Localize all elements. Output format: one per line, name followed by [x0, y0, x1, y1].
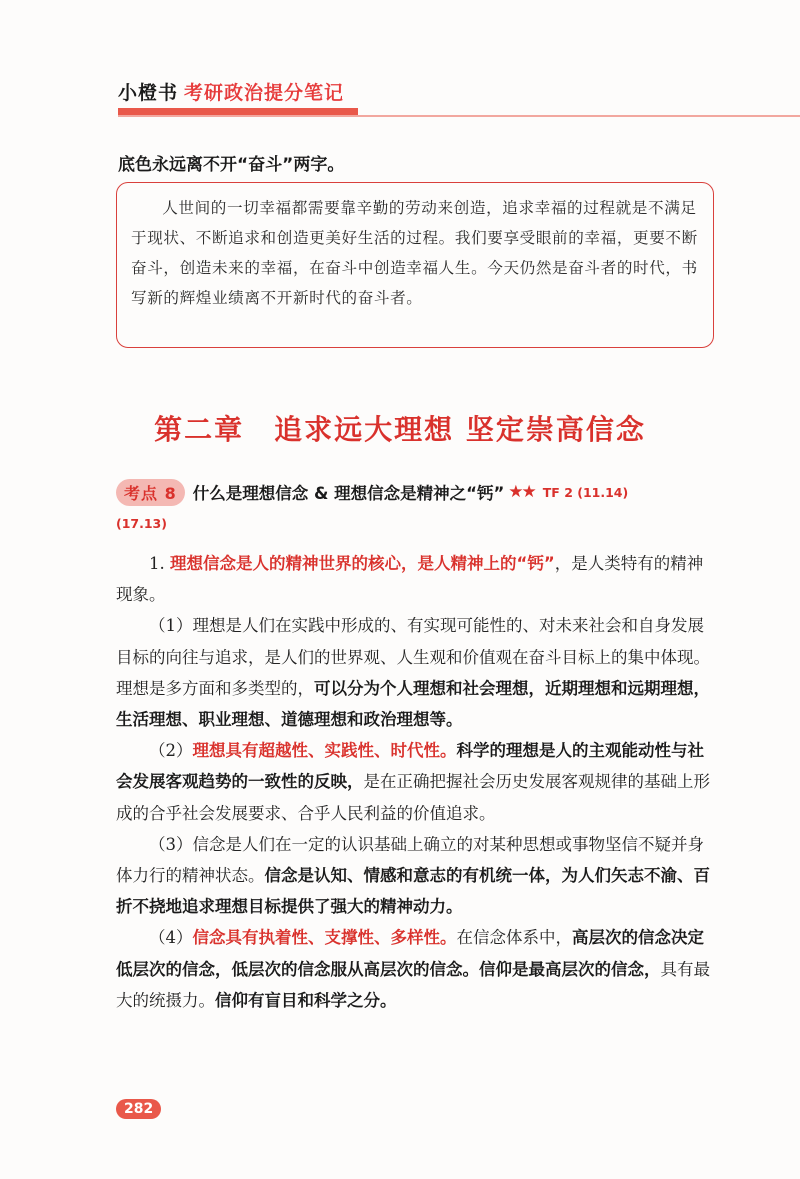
p1-highlight: 理想信念是人的精神世界的核心，是人精神上的“钙”	[170, 554, 555, 573]
header-rule-thick	[118, 108, 358, 115]
brand-name: 小橙书	[118, 82, 179, 104]
p1-prefix: 1.	[149, 554, 170, 573]
chapter-title: 第二章 追求远大理想 坚定崇高信念	[154, 413, 646, 446]
p3-highlight: 理想具有超越性、实践性、时代性。	[192, 741, 457, 761]
p5-normal-2: 具有最大的统摄力。	[116, 959, 710, 1010]
p5-bold-1: 高层次的信念决定低层次的信念，低层次的信念服从高层次的信念。信仰是最高层次的信念，	[116, 928, 704, 979]
paragraph-4	[116, 829, 716, 923]
body-text	[116, 548, 716, 1016]
p5-prefix: （4）	[149, 928, 193, 948]
p5-bold-2: 信仰有盲目和科学之分。	[215, 990, 397, 1010]
p3-rest: 是在正确把握社会历史发展客观规律的基础上形成的合乎社会发展要求、合乎人民利益的价值追求。	[116, 772, 710, 823]
running-header	[118, 78, 344, 105]
exam-point-heading	[116, 478, 628, 506]
exam-point-reference: TF 2 (11.14)	[542, 484, 629, 500]
exam-point-reference-2: (17.13)	[116, 516, 167, 531]
p3-bold: 科学的理想是人的主观能动性与社会发展客观趋势的一致性的反映，	[116, 741, 704, 792]
star-rating-icon: ★★	[508, 482, 535, 502]
p4-normal: （3）信念是人们在一定的认识基础上确立的对某种思想或事物坚信不疑并身体力行的精神状态。	[116, 834, 704, 886]
book-subtitle: 考研政治提分笔记	[184, 82, 345, 104]
p5-highlight: 信念具有执着性、支撑性、多样性。	[192, 928, 457, 948]
exam-point-badge: 考点 8	[116, 479, 185, 506]
p4-bold: 信念是认知、情感和意志的有机统一体，为人们矢志不渝、百折不挠地追求理想目标提供了强大的精神动力。	[116, 866, 710, 917]
paragraph-1	[116, 548, 716, 610]
paragraph-3	[116, 735, 716, 829]
p2-bold: 可以分为个人理想和社会理想，近期理想和远期理想，生活理想、职业理想、道德理想和政治理想等。	[116, 678, 710, 730]
p3-prefix: （2）	[149, 741, 193, 761]
exam-point-title: 什么是理想信念 & 理想信念是精神之“钙”	[192, 484, 505, 503]
paragraph-5	[116, 922, 716, 1016]
paragraph-2	[116, 610, 716, 735]
p5-normal: 在信念体系中，	[456, 928, 572, 948]
lead-text: 底色永远离不开“奋斗”两字。	[118, 155, 345, 175]
p1-rest: ，是人类特有的精神现象。	[116, 554, 704, 605]
page-number: 282	[116, 1099, 161, 1119]
header-rule-thin	[118, 115, 800, 117]
p2-normal: （1）理想是人们在实践中形成的、有实现可能性的、对未来社会和自身发展目标的向往与追求，是人们的世界观、人生观和价值观在奋斗目标上的集中体现。理想是多方面和多类型的，	[116, 616, 710, 698]
quote-box: 人世间的一切幸福都需要靠辛勤的劳动来创造，追求幸福的过程就是不满足于现状、不断追求和创造更美好生活的过程。我们要享受眼前的幸福，更要不断奋斗，创造未来的幸福，在奋斗中创造幸福人生。今天仍然是奋斗者的时代，书写新的辉煌业绩离不开新时代的奋斗者。	[116, 182, 714, 348]
